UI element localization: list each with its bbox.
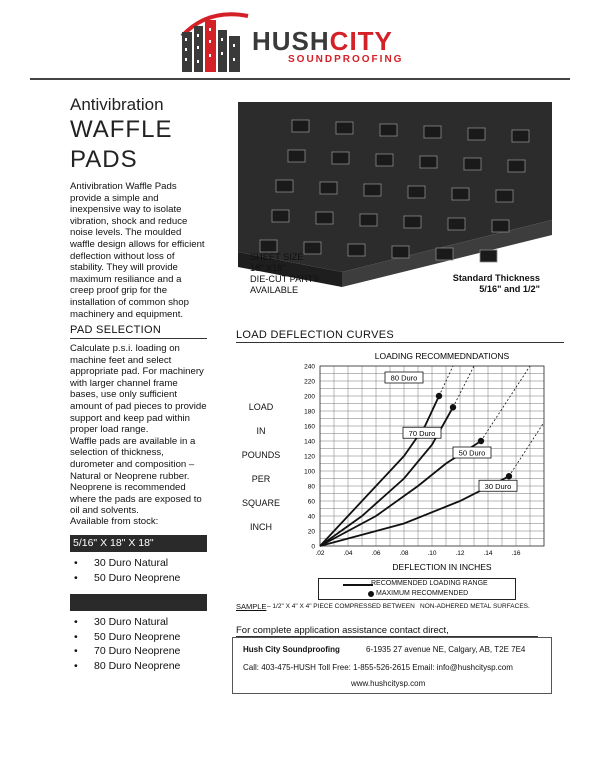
x-tick-label: .04 <box>343 550 353 557</box>
x-tick-label: .06 <box>371 550 381 557</box>
y-label-line: PER <box>251 474 271 484</box>
x-tick-label: .14 <box>483 550 493 557</box>
intro-text: Antivibration Waffle Pads provide a simple and inexpensive way to isolate vibration, shock and reduce noise levels. The moulded waffle design allows for efficient deflection without loss of stability. They will provide maximum resiliance and a creep proof grip for the installation of common shop machinery and equipment. <box>70 181 205 320</box>
y-tick-label: 60 <box>307 498 315 506</box>
title-line3: PADS <box>70 146 138 173</box>
title-line1: Antivibration <box>70 95 164 114</box>
waffle-cell <box>276 180 293 192</box>
list-item: • 80 Duro Neoprene <box>70 659 180 674</box>
max-point-marker <box>478 438 484 444</box>
y-axis-label <box>236 402 286 546</box>
pad-selection-text: Calculate p.s.i. loading on machine feet and select appropriate pad. For machinery with larger channel frame bases, use only sufficient amount of pad pieces to provide support and keep pad within proper load range. Waffle pads are available in a selection of thickness, durometer and composition – Natural or Neoprene rubber. Neoprene is recommended where the pads are exposed to oil and solvents. <box>70 343 207 517</box>
y-tick-label: 160 <box>304 423 315 431</box>
sample-text-2: NON-ADHERED METAL SURFACES. <box>420 603 530 610</box>
x-tick-label: .12 <box>455 550 465 557</box>
y-tick-label: 40 <box>307 513 315 521</box>
legend-dot-icon <box>368 591 374 597</box>
waffle-cell <box>332 152 349 164</box>
y-tick-label: 180 <box>304 408 315 416</box>
waffle-cell <box>392 246 409 258</box>
sheet-size-label: SHEET SIZE 18" X18" DIE-CUT PARTS AVAILABLE <box>250 252 320 295</box>
list-item: • 50 Duro Neoprene <box>70 571 180 586</box>
company-phones: Call: 403-475-HUSH Toll Free: 1-855-526-2615 Email: info@hushcitysp.com <box>243 663 513 672</box>
chart-legend <box>318 578 516 600</box>
y-tick-label: 100 <box>304 468 315 476</box>
pad-selection-rule <box>70 338 207 339</box>
waffle-cell <box>464 158 481 170</box>
waffle-cell <box>468 128 485 140</box>
brand-name-a: HUSH <box>252 26 330 56</box>
y-label-line: IN <box>256 426 266 436</box>
waffle-cell <box>480 250 497 262</box>
y-tick-label: 220 <box>304 378 315 386</box>
y-label-line: INCH <box>250 522 272 532</box>
waffle-cell <box>288 150 305 162</box>
list-item: • 50 Duro Neoprene <box>70 630 180 645</box>
waffle-cell <box>452 188 469 200</box>
max-point-marker <box>450 404 456 410</box>
list-item: • 30 Duro Natural <box>70 615 180 630</box>
stock-group2-bar <box>70 594 207 611</box>
waffle-cell <box>360 214 377 226</box>
x-tick-label: .08 <box>399 550 409 557</box>
waffle-cell <box>424 126 441 138</box>
pad-selection-heading: PAD SELECTION <box>70 324 162 336</box>
stock-group1-bar: 5/16" X 18" X 18" <box>70 535 207 552</box>
x-tick-label: .10 <box>427 550 437 557</box>
waffle-cell <box>336 122 353 134</box>
contact-lead: For complete application assistance contact direct, <box>236 625 449 636</box>
series-extension <box>509 422 544 476</box>
y-label-line: SQUARE <box>241 498 280 508</box>
y-tick-label: 80 <box>307 483 315 491</box>
x-tick-label: .02 <box>315 550 325 557</box>
waffle-cell <box>492 220 509 232</box>
brand-logo <box>178 6 428 74</box>
max-point-marker <box>506 473 512 479</box>
brand-name <box>252 26 393 57</box>
waffle-cell <box>404 216 421 228</box>
y-tick-label: 200 <box>304 393 315 401</box>
waffle-cell <box>364 184 381 196</box>
waffle-cell <box>448 218 465 230</box>
sample-text: – 1/2" X 4" X 4" PIECE COMPRESSED BETWEEN <box>267 603 415 610</box>
chart-title: LOADING RECOMMEDNDATIONS <box>374 351 510 361</box>
sample-label: SAMPLE <box>236 602 267 611</box>
series-label: 50 Duro <box>458 448 486 458</box>
waffle-cell <box>436 248 453 260</box>
company-website[interactable]: www.hushcitysp.com <box>351 679 426 688</box>
waffle-cell <box>272 210 289 222</box>
brand-name-b: CITY <box>329 26 393 56</box>
waffle-cell <box>376 154 393 166</box>
list-item: • 70 Duro Neoprene <box>70 644 180 659</box>
stock-group2-list <box>70 615 180 673</box>
series-label: 80 Duro <box>390 373 418 383</box>
waffle-cell <box>380 124 397 136</box>
y-tick-label: 140 <box>304 438 315 446</box>
series-label: 70 Duro <box>408 428 436 438</box>
waffle-cell <box>260 240 277 252</box>
contact-box <box>232 637 552 694</box>
brand-tagline: SOUNDPROOFING <box>288 54 404 65</box>
stock-group1-list <box>70 556 180 585</box>
available-label: Available from stock: <box>70 516 159 527</box>
waffle-cell <box>316 212 333 224</box>
y-tick-label: 120 <box>304 453 315 461</box>
y-label-line: POUNDS <box>241 450 281 460</box>
waffle-cell <box>320 182 337 194</box>
series-label: 30 Duro <box>484 481 512 491</box>
company-address: 6-1935 27 avenue NE, Calgary, AB, T2E 7E4 <box>366 645 526 654</box>
waffle-cell <box>408 186 425 198</box>
waffle-cell <box>348 244 365 256</box>
legend-line-icon <box>343 584 373 586</box>
thickness-label: Standard Thickness 5/16" and 1/2" <box>452 273 540 294</box>
legend-item-range: RECOMMENDED LOADING RANGE <box>371 580 488 587</box>
x-tick-label: .16 <box>511 550 521 557</box>
title-line2: WAFFLE <box>70 116 173 143</box>
waffle-cell <box>508 160 525 172</box>
series-extension <box>453 366 474 407</box>
y-tick-label: 20 <box>307 528 315 536</box>
chart-heading: LOAD DEFLECTION CURVES <box>236 329 394 341</box>
waffle-cell <box>512 130 529 142</box>
max-point-marker <box>436 393 442 399</box>
header-rule <box>30 78 570 80</box>
x-axis-label: DEFLECTION IN INCHES <box>392 562 492 572</box>
legend-item-max: MAXIMUM RECOMMENDED <box>376 590 469 597</box>
waffle-cell <box>496 190 513 202</box>
waffle-cell <box>292 120 309 132</box>
waffle-cell <box>420 156 437 168</box>
y-tick-label: 0 <box>311 543 315 551</box>
company-name: Hush City Soundproofing <box>243 645 340 654</box>
y-label-line: LOAD <box>248 402 274 412</box>
y-tick-label: 240 <box>304 363 315 371</box>
chart-heading-rule <box>236 342 564 343</box>
list-item: • 30 Duro Natural <box>70 556 180 571</box>
